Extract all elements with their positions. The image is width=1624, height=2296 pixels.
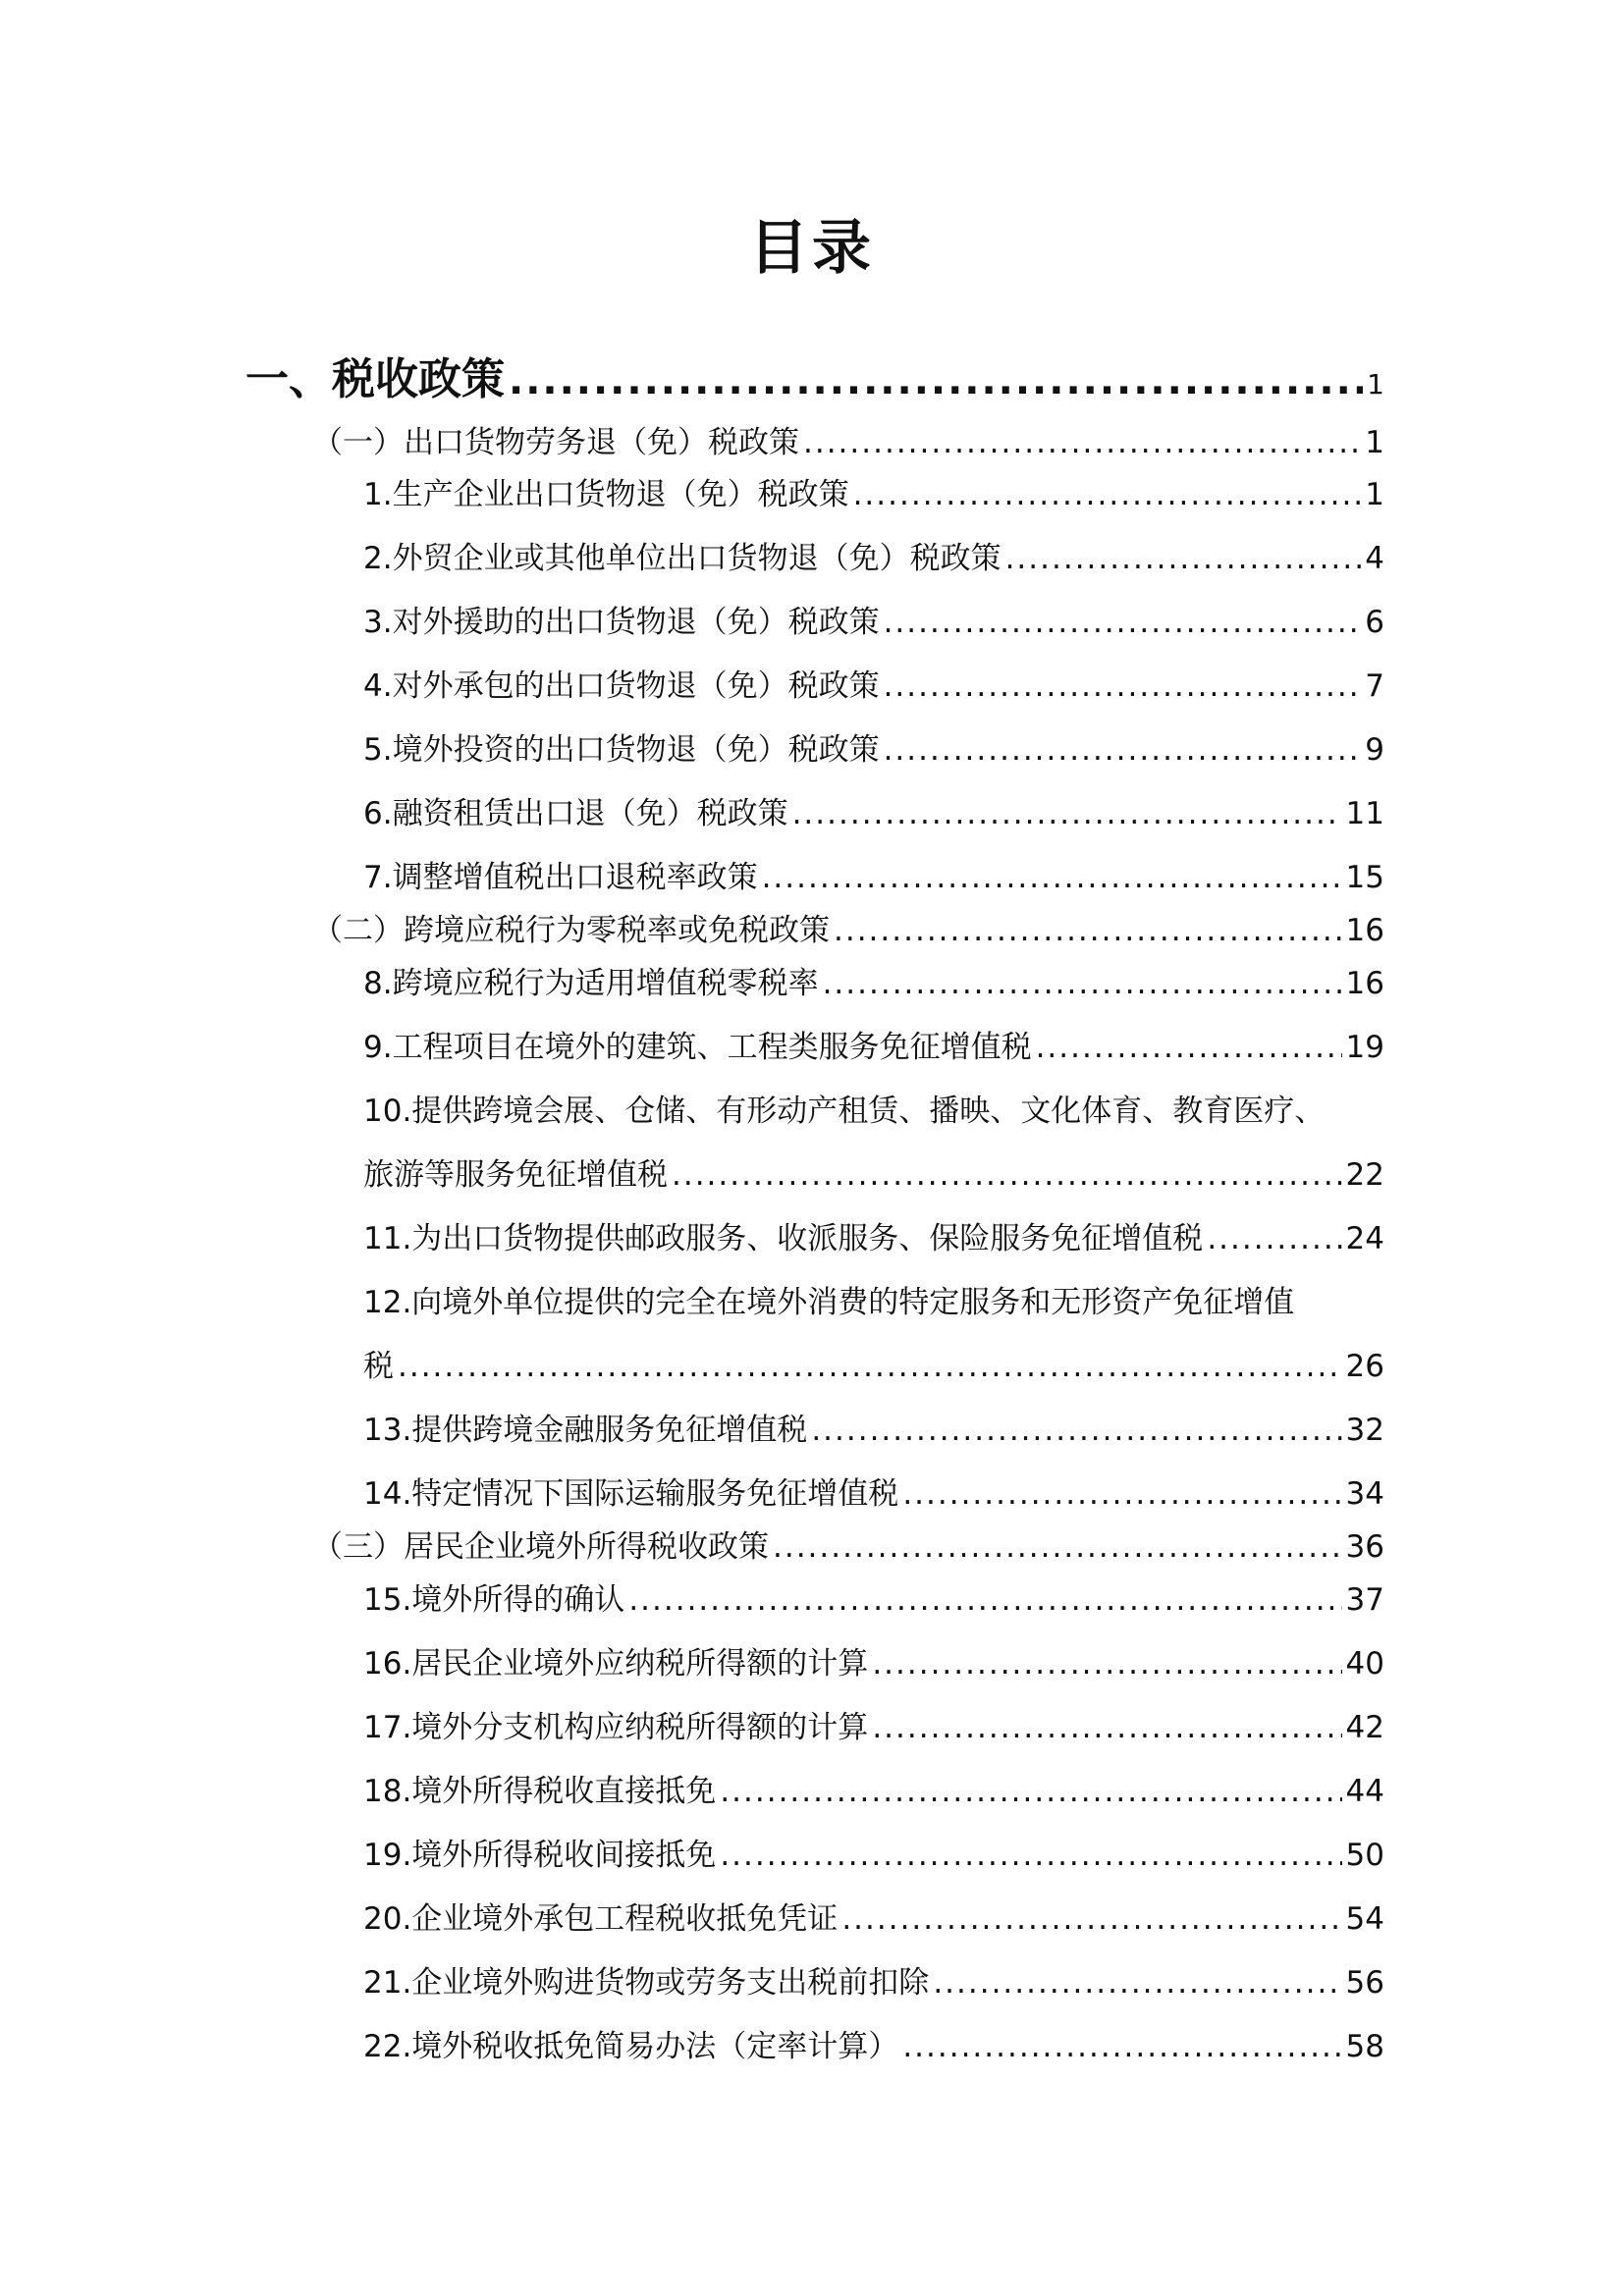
toc-entry-label: 7.调整增值税出口退税率政策 — [363, 860, 758, 895]
toc-entry-label: 17.境外分支机构应纳税所得额的计算 — [363, 1710, 869, 1745]
toc-entry-level3[interactable] — [363, 1468, 1384, 1513]
toc-leader-dots — [834, 913, 1342, 948]
toc-entry-page: 50 — [1345, 1838, 1384, 1873]
toc-entry-label: 2.外贸企业或其他单位出口货物退（免）税政策 — [363, 541, 1001, 576]
toc-entry-label: 16.居民企业境外应纳税所得额的计算 — [363, 1646, 869, 1682]
toc-entry-level1[interactable] — [245, 344, 1384, 406]
toc-leader-dots — [762, 860, 1342, 895]
toc-entry-page: 22 — [1345, 1157, 1384, 1193]
toc-entry-page: 36 — [1345, 1529, 1384, 1565]
toc-entry-level3[interactable] — [363, 597, 1384, 641]
toc-leader-dots — [773, 1529, 1342, 1565]
toc-leader-dots — [720, 1774, 1341, 1809]
toc-entry-page: 15 — [1345, 860, 1384, 895]
toc-entry-page: 1 — [1365, 425, 1384, 460]
toc-leader-dots — [872, 1646, 1341, 1682]
toc-entry-level3[interactable] — [363, 661, 1384, 705]
toc-entry-page: 24 — [1345, 1221, 1384, 1256]
toc-entry-label: 18.境外所得税收直接抵免 — [363, 1774, 717, 1809]
toc-entry-level2[interactable] — [312, 905, 1384, 949]
toc-entry-page: 26 — [1345, 1349, 1384, 1384]
toc-entry-level2[interactable] — [312, 1522, 1384, 1566]
toc-entry-level3[interactable] — [363, 788, 1384, 832]
toc-entry-level3[interactable] — [363, 724, 1384, 769]
toc-entry-page: 7 — [1365, 668, 1384, 704]
toc-leader-dots — [803, 425, 1361, 460]
toc-leader-dots — [884, 732, 1362, 768]
toc-entry-level3[interactable] — [363, 1638, 1384, 1682]
toc-leader-dots — [672, 1157, 1342, 1193]
toc-entry-label: 15.境外所得的确认 — [363, 1582, 625, 1618]
toc-entry-page: 16 — [1345, 913, 1384, 948]
toc-entry-level3[interactable] — [363, 1894, 1384, 1938]
toc-entry-label: 5.境外投资的出口货物退（免）税政策 — [363, 732, 880, 768]
toc-entry-level3[interactable] — [363, 469, 1384, 513]
toc-entry-page: 1 — [1365, 477, 1384, 512]
toc-entry-level3[interactable] — [363, 1766, 1384, 1810]
toc-entry-label: （三）居民企业境外所得税收政策 — [312, 1529, 769, 1565]
toc-leader-dots — [1207, 1221, 1341, 1256]
toc-leader-dots — [398, 1349, 1342, 1384]
toc-entry-level3[interactable] — [363, 533, 1384, 577]
toc-entry-page: 11 — [1345, 796, 1384, 831]
toc-leader-dots — [509, 358, 1363, 403]
toc-entry-level3[interactable] — [363, 1702, 1384, 1746]
toc-leader-dots — [823, 966, 1342, 1001]
toc-entry-label-line1: 12.向境外单位提供的完全在境外消费的特定服务和无形资产免征增值 — [363, 1285, 1295, 1320]
toc-entry-page: 4 — [1365, 541, 1384, 576]
toc-entry-label: 22.境外税收抵免简易办法（定率计算） — [363, 2029, 899, 2064]
toc-entry-level3[interactable] — [363, 1149, 1384, 1194]
toc-entry-page: 40 — [1345, 1646, 1384, 1682]
toc-entry-level3[interactable] — [363, 1575, 1384, 1619]
toc-entry-label: 旅游等服务免征增值税 — [363, 1157, 668, 1193]
toc-entry-page: 54 — [1345, 1901, 1384, 1937]
toc-entry-level3[interactable] — [363, 1213, 1384, 1257]
toc-entry-label: 4.对外承包的出口货物退（免）税政策 — [363, 668, 880, 704]
toc-entry-page: 44 — [1345, 1774, 1384, 1809]
toc-leader-dots — [792, 796, 1342, 831]
toc-leader-dots — [1036, 1030, 1342, 1065]
toc-leader-dots — [884, 605, 1362, 640]
toc-entry-page: 19 — [1345, 1030, 1384, 1065]
toc-entry-label: 3.对外援助的出口货物退（免）税政策 — [363, 605, 880, 640]
toc-entry-page: 37 — [1345, 1582, 1384, 1618]
toc-leader-dots — [872, 1710, 1341, 1745]
toc-entry-label: （二）跨境应税行为零税率或免税政策 — [312, 913, 830, 948]
toc-entry-page: 34 — [1345, 1476, 1384, 1512]
toc-entry-label: 19.境外所得税收间接抵免 — [363, 1838, 717, 1873]
toc-entry-level3[interactable] — [363, 1830, 1384, 1874]
toc-entry-label: 21.企业境外购进货物或劳务支出税前扣除 — [363, 1965, 930, 2001]
toc-leader-dots — [853, 477, 1362, 512]
toc-entry-level3[interactable] — [363, 1405, 1384, 1449]
toc-entry-label: 6.融资租赁出口退（免）税政策 — [363, 796, 788, 831]
toc-entry-level2[interactable] — [312, 417, 1384, 461]
toc-leader-dots — [902, 2029, 1341, 2064]
toc-entry-level3[interactable] — [363, 852, 1384, 896]
toc-entry-page: 58 — [1345, 2029, 1384, 2064]
toc-entry-label: 11.为出口货物提供邮政服务、收派服务、保险服务免征增值税 — [363, 1221, 1204, 1256]
toc-entry-label-line1: 10.提供跨境会展、仓储、有形动产租赁、播映、文化体育、教育医疗、 — [363, 1094, 1326, 1129]
toc-entry-label: 一、税收政策 — [245, 354, 505, 404]
toc-entry-label: 13.提供跨境金融服务免征增值税 — [363, 1413, 808, 1448]
toc-entry-label: 税 — [363, 1349, 394, 1384]
toc-entry-page: 1 — [1367, 368, 1384, 400]
toc-entry-level3[interactable] — [363, 1341, 1384, 1385]
toc-leader-dots — [884, 668, 1362, 704]
toc-entry-label: 20.企业境外承包工程税收抵免凭证 — [363, 1901, 839, 1937]
toc-leader-dots — [933, 1965, 1341, 2001]
toc-entry-label: 1.生产企业出口货物退（免）税政策 — [363, 477, 849, 512]
toc-leader-dots — [811, 1413, 1341, 1448]
toc-entry-level3[interactable] — [363, 1022, 1384, 1066]
toc-entry-page: 32 — [1345, 1413, 1384, 1448]
toc-entry-page: 6 — [1365, 605, 1384, 640]
toc-entry-level3[interactable] — [363, 2021, 1384, 2065]
toc-entry-label: 9.工程项目在境外的建筑、工程类服务免征增值税 — [363, 1030, 1032, 1065]
toc-entry-label: 14.特定情况下国际运输服务免征增值税 — [363, 1476, 899, 1512]
page-title: 目录 — [749, 214, 875, 283]
toc-entry-level3[interactable] — [363, 958, 1384, 1002]
toc-leader-dots — [902, 1476, 1341, 1512]
toc-entry-page: 42 — [1345, 1710, 1384, 1745]
toc-entry-label: （一）出口货物劳务退（免）税政策 — [312, 425, 799, 460]
toc-leader-dots — [720, 1838, 1341, 1873]
toc-leader-dots — [841, 1901, 1341, 1937]
toc-leader-dots — [628, 1582, 1341, 1618]
toc-entry-page: 56 — [1345, 1965, 1384, 2001]
toc-leader-dots — [1005, 541, 1362, 576]
toc-entry-page: 9 — [1365, 732, 1384, 768]
toc-entry-label: 8.跨境应税行为适用增值税零税率 — [363, 966, 819, 1001]
toc-entry-level3[interactable] — [363, 1957, 1384, 2002]
toc-entry-page: 16 — [1345, 966, 1384, 1001]
